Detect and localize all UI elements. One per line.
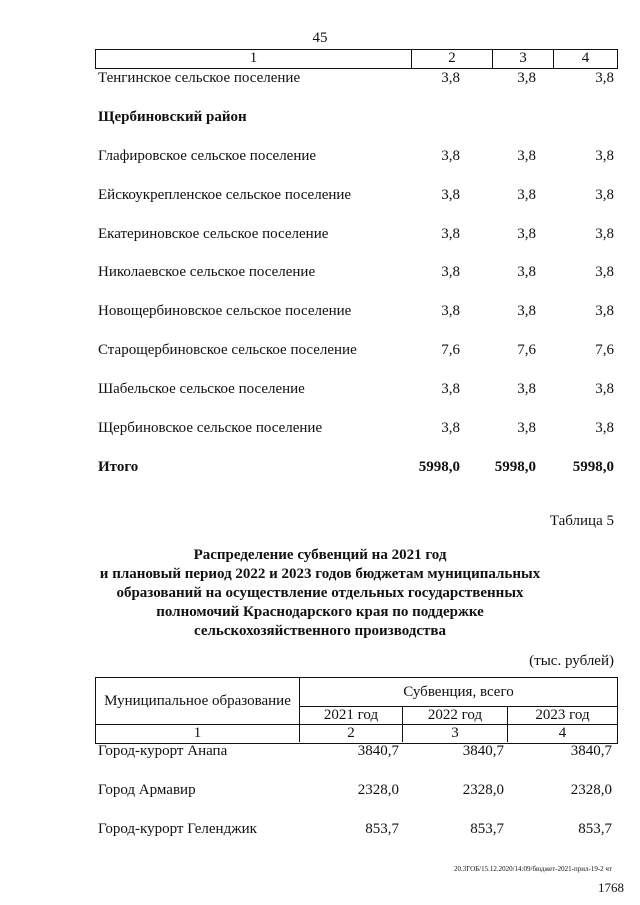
table1-row (95, 187, 616, 207)
table2-row (95, 782, 616, 802)
table1-header (95, 49, 618, 69)
value-2022: 3,8 (517, 381, 536, 397)
page-number: 45 (312, 30, 328, 46)
table-label: Таблица 5 (549, 513, 614, 529)
table1-header-col1: 1 (96, 50, 412, 68)
value-2023: 3,8 (595, 70, 614, 86)
table2-header (95, 677, 618, 744)
row-name: Николаевское сельское поселение (98, 264, 316, 280)
row-name: Ейскоукрепленское сельское поселение (98, 187, 352, 203)
row-name: Шабельское сельское поселение (98, 381, 305, 397)
row-name: Итого (98, 459, 139, 475)
year-header: 2022 год (403, 707, 508, 725)
row-name: Щербиновский район (98, 109, 247, 125)
table-title (0, 546, 640, 641)
table1-row (95, 420, 616, 440)
value-2021: 3,8 (441, 187, 460, 203)
value-2023: 3840,7 (570, 743, 612, 759)
row-name: Новощербиновское сельское поселение (98, 303, 352, 319)
value-2021: 853,7 (365, 821, 399, 837)
year-header: 2023 год (508, 707, 617, 725)
column-number: 4 (558, 725, 567, 741)
value-2023: 3,8 (595, 226, 614, 242)
value-2022: 3,8 (517, 148, 536, 164)
value-2021: 3,8 (441, 420, 460, 436)
value-2022: 7,6 (517, 342, 536, 358)
value-2023: 3,8 (595, 148, 614, 164)
value-2021: 7,6 (441, 342, 460, 358)
value-2021: 3,8 (441, 381, 460, 397)
table1-row (95, 264, 616, 284)
value-2023: 7,6 (595, 342, 614, 358)
value-2021: 3,8 (441, 303, 460, 319)
table1-row (95, 226, 616, 246)
page-stamp: 1768 (598, 880, 624, 895)
value-2021: 3,8 (441, 264, 460, 280)
row-name: Глафировское сельское поселение (98, 148, 317, 164)
muni-header: Муниципальное образование (96, 678, 300, 725)
year-header: 2021 год (300, 707, 403, 725)
table2-row (95, 821, 616, 841)
value-2021: 5998,0 (418, 459, 460, 475)
value-2023: 3,8 (595, 381, 614, 397)
table1-row (95, 459, 616, 479)
title-line: полномочий Краснодарского края по поддержке (156, 604, 484, 620)
table2-row (95, 743, 616, 763)
row-name: Город Армавир (98, 782, 196, 798)
table1-header-col2: 2 (412, 50, 493, 68)
value-2022: 3,8 (517, 187, 536, 203)
value-2022: 3,8 (517, 264, 536, 280)
row-name: Щербиновское сельское поселение (98, 420, 323, 436)
table1-row (95, 381, 616, 401)
value-2022: 3,8 (517, 226, 536, 242)
row-name: Екатериновское сельское поселение (98, 226, 329, 242)
value-2022: 853,7 (470, 821, 504, 837)
row-name: Город-курорт Анапа (98, 743, 228, 759)
value-2021: 3,8 (441, 226, 460, 242)
column-number: 3 (403, 725, 508, 742)
row-name: Старощербиновское сельское поселение (98, 342, 357, 358)
title-line: сельскохозяйственного производства (194, 623, 446, 639)
value-2023: 3,8 (595, 420, 614, 436)
subvention-header: Субвенция, всего (300, 678, 617, 707)
value-2023: 3,8 (595, 187, 614, 203)
value-2023: 853,7 (578, 821, 612, 837)
title-line: образований на осуществление отдельных государственных (116, 585, 524, 601)
column-number: 2 (300, 725, 403, 742)
footer-code: 20.3ГОБ/15.12.2020/14:09/бюджет-2021-прил-19-2 чт (453, 865, 612, 873)
value-2023: 2328,0 (570, 782, 612, 798)
value-2023: 5998,0 (572, 459, 614, 475)
value-2022: 5998,0 (494, 459, 536, 475)
table1-row (95, 342, 616, 362)
row-name: Тенгинское сельское поселение (98, 70, 301, 86)
title-line: Распределение субвенций на 2021 год (193, 547, 447, 563)
value-2022: 3840,7 (462, 743, 504, 759)
column-number: 1 (96, 725, 300, 742)
value-2022: 3,8 (517, 420, 536, 436)
table1-row (95, 109, 616, 129)
value-2023: 3,8 (595, 303, 614, 319)
table1-header-col4: 4 (581, 50, 590, 66)
title-line: и плановый период 2022 и 2023 годов бюджетам муниципальных (99, 566, 541, 582)
row-name: Город-курорт Геленджик (98, 821, 257, 837)
unit-label: (тыс. рублей) (529, 653, 614, 669)
value-2022: 3,8 (517, 303, 536, 319)
value-2021: 3,8 (441, 148, 460, 164)
value-2021: 3840,7 (357, 743, 399, 759)
table1-row (95, 303, 616, 323)
table1-row (95, 70, 616, 90)
value-2022: 2328,0 (462, 782, 504, 798)
table1-header-col3: 3 (493, 50, 554, 68)
table1-row (95, 148, 616, 168)
value-2021: 2328,0 (357, 782, 399, 798)
value-2023: 3,8 (595, 264, 614, 280)
value-2021: 3,8 (441, 70, 460, 86)
value-2022: 3,8 (517, 70, 536, 86)
